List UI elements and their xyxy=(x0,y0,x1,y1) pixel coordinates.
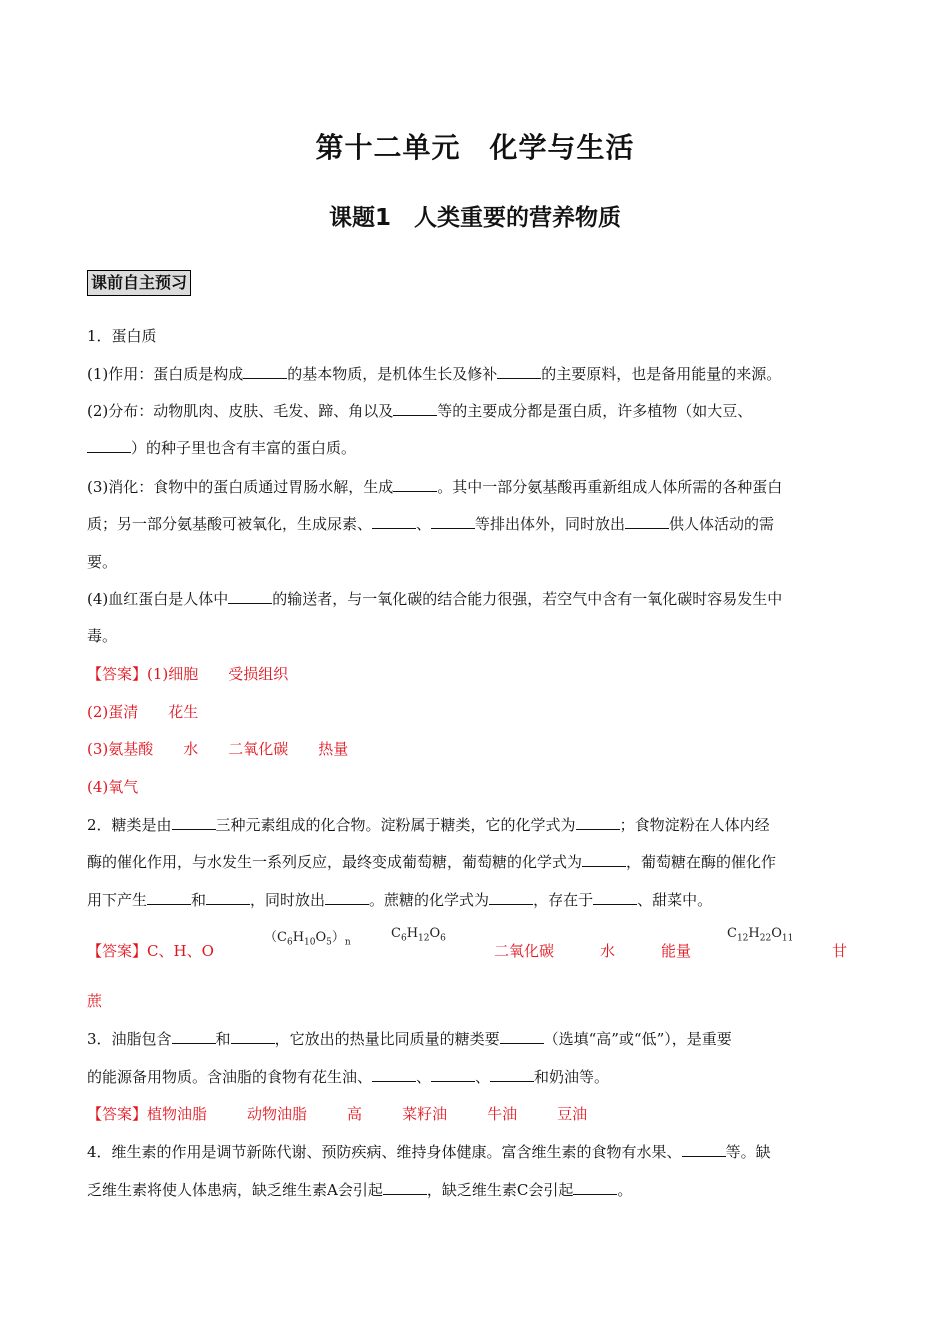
answer-label: 【答案】 xyxy=(87,942,148,960)
answer: 水 xyxy=(600,942,616,960)
text: 、甜菜中。 xyxy=(637,891,713,909)
answer: 植物油脂 xyxy=(147,1105,208,1123)
q1-p3b xyxy=(87,514,774,534)
blank xyxy=(147,890,191,905)
q2-answer-last-b: 蔗 xyxy=(87,992,103,1010)
blank xyxy=(372,1067,416,1082)
text: 乏维生素将使人体患病，缺乏维生素A会引起 xyxy=(87,1181,383,1199)
q1-p1 xyxy=(87,364,781,384)
text: (3)消化：食物中的蛋白质通过胃肠水解，生成 xyxy=(87,478,394,496)
q1-p2b xyxy=(87,438,356,458)
text: 和 xyxy=(215,1030,231,1048)
q1-answer-1 xyxy=(87,664,288,684)
blank xyxy=(231,1029,275,1044)
text: 等排出体外，同时放出 xyxy=(475,515,626,533)
blank xyxy=(489,890,533,905)
text: ）的种子里也含有丰富的蛋白质。 xyxy=(131,439,357,457)
answer: 二氧化碳 xyxy=(228,740,289,758)
text: 、 xyxy=(416,1068,432,1086)
unit-title: 第十二单元 化学与生活 xyxy=(315,131,635,164)
q1-title: 1．蛋白质 xyxy=(87,327,157,345)
answer: (1)细胞 xyxy=(147,665,199,683)
text: 、 xyxy=(475,1068,491,1086)
answer: 豆油 xyxy=(557,1105,588,1123)
answer: (4)氧气 xyxy=(87,778,139,796)
text: 。蔗糖的化学式为 xyxy=(369,891,490,909)
q4-line-2 xyxy=(87,1180,632,1200)
text: 质；另一部分氨基酸可被氧化，生成尿素、 xyxy=(87,515,373,533)
formula-sucrose: $C_{12}H_{22}O_{11}$ xyxy=(727,926,794,944)
blank xyxy=(682,1142,726,1157)
text: 的输送者，与一氧化碳的结合能力很强，若空气中含有一氧化碳时容易发生中 xyxy=(272,590,783,608)
q1-p4b: 毒。 xyxy=(87,627,118,645)
formula-starch: $(C_6H_{10}O_5)_n$ xyxy=(264,930,351,948)
text: ，它放出的热量比同质量的糖类要 xyxy=(274,1030,500,1048)
q1-answer-2 xyxy=(87,702,198,722)
blank xyxy=(372,514,416,529)
blank xyxy=(573,1180,617,1195)
text: 等。缺 xyxy=(725,1143,771,1161)
answer: 花生 xyxy=(168,703,199,721)
blank xyxy=(500,1029,544,1044)
answer: 水 xyxy=(183,740,199,758)
blank xyxy=(206,890,250,905)
blank xyxy=(593,890,637,905)
text: 的基本物质，是机体生长及修补 xyxy=(287,365,498,383)
q2-line-2 xyxy=(87,852,776,872)
q2-answer-mid xyxy=(494,941,691,961)
answer: 二氧化碳 xyxy=(494,942,555,960)
answer: (2)蛋清 xyxy=(87,703,139,721)
blank xyxy=(87,438,131,453)
answer: 菜籽油 xyxy=(402,1105,448,1123)
text: 、 xyxy=(416,515,432,533)
q4-line-1 xyxy=(87,1142,771,1162)
q1-p3a xyxy=(87,477,782,497)
blank xyxy=(228,589,272,604)
q1-p2a xyxy=(87,401,752,421)
blank xyxy=(172,1029,216,1044)
text: ，同时放出 xyxy=(250,891,326,909)
blank xyxy=(431,514,475,529)
blank xyxy=(582,852,626,867)
q1-answer-3 xyxy=(87,739,348,759)
text: 用下产生 xyxy=(87,891,148,909)
q1-answer-4 xyxy=(87,777,138,797)
text: (2)分布：动物肌肉、皮肤、毛发、蹄、角以及 xyxy=(87,402,394,420)
answer: C、H、O xyxy=(147,942,214,960)
text: （选填“高”或“低”），是重要 xyxy=(543,1030,732,1048)
blank xyxy=(625,514,669,529)
text: (4)血红蛋白是人体中 xyxy=(87,590,229,608)
answer: 能量 xyxy=(661,942,692,960)
text: 等的主要成分都是蛋白质，许多植物（如大豆、 xyxy=(437,402,753,420)
q2-line-1 xyxy=(87,815,770,835)
text: 酶的催化作用，与水发生一系列反应，最终变成葡萄糖，葡萄糖的化学式为 xyxy=(87,853,583,871)
answer-label: 【答案】 xyxy=(87,665,148,683)
answer: 动物油脂 xyxy=(247,1105,308,1123)
answer: (3)氨基酸 xyxy=(87,740,154,758)
blank xyxy=(172,815,216,830)
text: 2．糖类是由 xyxy=(87,816,172,834)
q1-p3c: 要。 xyxy=(87,553,118,571)
blank xyxy=(393,477,437,492)
text: ；食物淀粉在人体内经 xyxy=(619,816,770,834)
q3-line-2 xyxy=(87,1067,609,1087)
blank xyxy=(325,890,369,905)
q2-line-3 xyxy=(87,890,712,910)
blank xyxy=(383,1180,427,1195)
answer: 热量 xyxy=(318,740,349,758)
blank xyxy=(576,815,620,830)
answer: 牛油 xyxy=(487,1105,518,1123)
blank xyxy=(393,401,437,416)
text: 。 xyxy=(617,1181,633,1199)
text: 的能源备用物质。含油脂的食物有花生油、 xyxy=(87,1068,373,1086)
blank xyxy=(431,1067,475,1082)
q3-answer xyxy=(87,1104,587,1124)
q1-p4a xyxy=(87,589,782,609)
formula-glucose: $C_6H_{12}O_6$ xyxy=(391,926,446,944)
text: 3．油脂包含 xyxy=(87,1030,172,1048)
answer: 高 xyxy=(347,1105,363,1123)
answer: 受损组织 xyxy=(228,665,289,683)
text: ，缺乏维生素C会引起 xyxy=(426,1181,574,1199)
blank xyxy=(243,364,287,379)
text: 供人体活动的需 xyxy=(669,515,775,533)
text: 4．维生素的作用是调节新陈代谢、预防疾病、维持身体健康。富含维生素的食物有水果、 xyxy=(87,1143,682,1161)
text: ，存在于 xyxy=(533,891,594,909)
text: 三种元素组成的化合物。淀粉属于糖类，它的化学式为 xyxy=(215,816,576,834)
text: 的主要原料，也是备用能量的来源。 xyxy=(541,365,782,383)
q3-line-1 xyxy=(87,1029,732,1049)
q2-answer-last-a: 甘 xyxy=(832,942,848,960)
blank xyxy=(490,1067,534,1082)
q2-answer-line xyxy=(87,941,214,961)
blank xyxy=(497,364,541,379)
lesson-title: 课题1 人类重要的营养物质 xyxy=(328,205,621,231)
section-badge: 课前自主预习 xyxy=(87,270,191,296)
text: 和 xyxy=(191,891,207,909)
text: (1)作用：蛋白质是构成 xyxy=(87,365,244,383)
answer-label: 【答案】 xyxy=(87,1105,148,1123)
text: ，葡萄糖在酶的催化作 xyxy=(626,853,777,871)
text: 和奶油等。 xyxy=(534,1068,610,1086)
text: 。其中一部分氨基酸再重新组成人体所需的各种蛋白 xyxy=(437,478,783,496)
